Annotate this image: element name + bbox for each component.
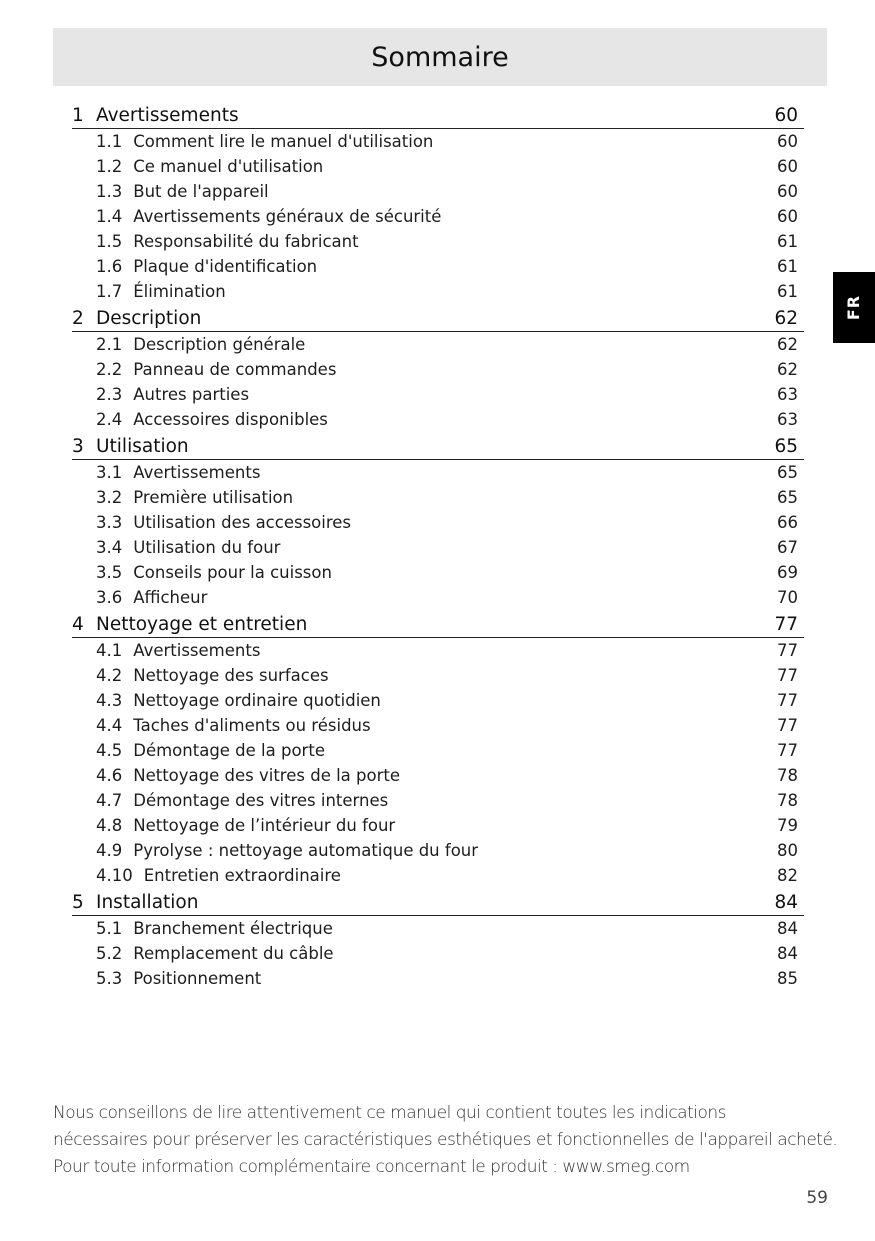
toc-section-row[interactable] xyxy=(72,585,804,610)
chapter-number: 2 xyxy=(72,308,84,329)
section-page: 61 xyxy=(777,232,798,251)
reading-note xyxy=(53,1100,843,1181)
section-title: Description générale xyxy=(133,335,306,354)
chapter-title: Avertissements xyxy=(96,105,239,126)
section-title: Panneau de commandes xyxy=(133,360,337,379)
section-title: Avertissements généraux de sécurité xyxy=(133,207,442,226)
section-number: 3.6 xyxy=(96,588,123,607)
section-number: 4.10 xyxy=(96,866,133,885)
section-title: Démontage des vitres internes xyxy=(133,791,389,810)
section-page: 63 xyxy=(777,385,798,404)
toc-section-row[interactable] xyxy=(72,407,804,432)
section-page: 60 xyxy=(777,182,798,201)
chapter-number: 3 xyxy=(72,436,84,457)
toc-section-row[interactable] xyxy=(72,510,804,535)
section-number: 3.4 xyxy=(96,538,123,557)
section-number: 3.5 xyxy=(96,563,123,582)
section-number: 4.2 xyxy=(96,666,123,685)
section-page: 79 xyxy=(777,816,798,835)
toc-section-row[interactable] xyxy=(72,279,804,304)
section-number: 4.1 xyxy=(96,641,123,660)
toc-section-row[interactable] xyxy=(72,966,804,991)
note-line: Pour toute information complémentaire concernant le produit : www.smeg.com xyxy=(53,1157,690,1177)
section-number: 1.4 xyxy=(96,207,123,226)
toc-section-row[interactable] xyxy=(72,179,804,204)
section-page: 65 xyxy=(777,488,798,507)
section-title: Afficheur xyxy=(133,588,208,607)
section-page: 78 xyxy=(777,766,798,785)
toc-chapter-row[interactable] xyxy=(72,610,804,638)
section-title: Élimination xyxy=(133,282,226,301)
toc-section-row[interactable] xyxy=(72,788,804,813)
chapter-page: 62 xyxy=(774,308,798,329)
section-page: 84 xyxy=(777,944,798,963)
section-page: 63 xyxy=(777,410,798,429)
toc-section-row[interactable] xyxy=(72,663,804,688)
chapter-number: 4 xyxy=(72,614,84,635)
section-title: Autres parties xyxy=(133,385,250,404)
toc-section-row[interactable] xyxy=(72,382,804,407)
section-title: Comment lire le manuel d'utilisation xyxy=(133,132,434,151)
toc-section-row[interactable] xyxy=(72,154,804,179)
section-title: Démontage de la porte xyxy=(133,741,325,760)
chapter-title: Nettoyage et entretien xyxy=(96,614,308,635)
note-line: nécessaires pour préserver les caractéristiques esthétiques et fonctionnelles de l'appareil acheté. xyxy=(53,1130,838,1150)
toc-section-row[interactable] xyxy=(72,254,804,279)
section-page: 77 xyxy=(777,716,798,735)
toc-section-row[interactable] xyxy=(72,916,804,941)
chapter-title: Installation xyxy=(96,892,199,913)
section-number: 4.4 xyxy=(96,716,123,735)
toc-section-row[interactable] xyxy=(72,229,804,254)
section-title: Entretien extraordinaire xyxy=(143,866,341,885)
chapter-page: 65 xyxy=(774,436,798,457)
toc-section-row[interactable] xyxy=(72,357,804,382)
toc-section-row[interactable] xyxy=(72,941,804,966)
section-page: 77 xyxy=(777,741,798,760)
section-title: Responsabilité du fabricant xyxy=(133,232,359,251)
section-title: Conseils pour la cuisson xyxy=(133,563,332,582)
section-page: 77 xyxy=(777,691,798,710)
section-page: 77 xyxy=(777,666,798,685)
chapter-title: Description xyxy=(96,308,202,329)
page-title: Sommaire xyxy=(371,41,509,73)
toc-chapter-row[interactable] xyxy=(72,432,804,460)
section-number: 1.6 xyxy=(96,257,123,276)
section-number: 2.1 xyxy=(96,335,123,354)
section-title: Ce manuel d'utilisation xyxy=(133,157,324,176)
table-of-contents xyxy=(72,101,804,991)
chapter-number: 1 xyxy=(72,105,84,126)
section-number: 4.6 xyxy=(96,766,123,785)
section-title: Nettoyage des surfaces xyxy=(133,666,329,685)
section-page: 60 xyxy=(777,132,798,151)
section-number: 5.3 xyxy=(96,969,123,988)
section-page: 65 xyxy=(777,463,798,482)
section-page: 84 xyxy=(777,919,798,938)
section-title: But de l'appareil xyxy=(133,182,269,201)
section-page: 69 xyxy=(777,563,798,582)
section-number: 5.2 xyxy=(96,944,123,963)
language-tab xyxy=(833,272,875,343)
section-number: 1.7 xyxy=(96,282,123,301)
section-number: 1.1 xyxy=(96,132,123,151)
section-title: Utilisation du four xyxy=(133,538,281,557)
section-number: 4.9 xyxy=(96,841,123,860)
section-number: 2.3 xyxy=(96,385,123,404)
section-number: 3.1 xyxy=(96,463,123,482)
chapter-number: 5 xyxy=(72,892,84,913)
toc-section-row[interactable] xyxy=(72,688,804,713)
toc-section-row[interactable] xyxy=(72,713,804,738)
section-page: 78 xyxy=(777,791,798,810)
toc-section-row[interactable] xyxy=(72,763,804,788)
section-number: 1.3 xyxy=(96,182,123,201)
toc-section-row[interactable] xyxy=(72,560,804,585)
chapter-page: 84 xyxy=(774,892,798,913)
toc-section-row[interactable] xyxy=(72,638,804,663)
toc-title-band xyxy=(53,28,827,86)
section-title: Avertissements xyxy=(133,641,261,660)
section-title: Positionnement xyxy=(133,969,262,988)
section-page: 61 xyxy=(777,282,798,301)
toc-section-row[interactable] xyxy=(72,813,804,838)
section-title: Nettoyage des vitres de la porte xyxy=(133,766,401,785)
section-page: 62 xyxy=(777,335,798,354)
section-page: 60 xyxy=(777,207,798,226)
toc-section-row[interactable] xyxy=(72,863,804,888)
section-number: 3.3 xyxy=(96,513,123,532)
chapter-title: Utilisation xyxy=(96,436,189,457)
toc-chapter-row[interactable] xyxy=(72,101,804,129)
section-page: 82 xyxy=(777,866,798,885)
section-page: 66 xyxy=(777,513,798,532)
toc-chapter-row[interactable] xyxy=(72,304,804,332)
section-title: Plaque d'identification xyxy=(133,257,318,276)
section-page: 77 xyxy=(777,641,798,660)
section-number: 4.8 xyxy=(96,816,123,835)
section-title: Première utilisation xyxy=(133,488,294,507)
section-title: Avertissements xyxy=(133,463,261,482)
section-page: 70 xyxy=(777,588,798,607)
toc-section-row[interactable] xyxy=(72,535,804,560)
section-number: 3.2 xyxy=(96,488,123,507)
section-page: 60 xyxy=(777,157,798,176)
section-number: 2.4 xyxy=(96,410,123,429)
section-number: 1.5 xyxy=(96,232,123,251)
toc-section-row[interactable] xyxy=(72,485,804,510)
section-title: Branchement électrique xyxy=(133,919,333,938)
section-number: 4.3 xyxy=(96,691,123,710)
section-title: Pyrolyse : nettoyage automatique du four xyxy=(133,841,479,860)
section-number: 5.1 xyxy=(96,919,123,938)
section-number: 1.2 xyxy=(96,157,123,176)
toc-section-row[interactable] xyxy=(72,460,804,485)
section-number: 4.7 xyxy=(96,791,123,810)
section-title: Remplacement du câble xyxy=(133,944,334,963)
page-number: 59 xyxy=(806,1188,828,1208)
section-page: 62 xyxy=(777,360,798,379)
toc-section-row[interactable] xyxy=(72,738,804,763)
section-title: Nettoyage de l’intérieur du four xyxy=(133,816,396,835)
section-page: 67 xyxy=(777,538,798,557)
toc-section-row[interactable] xyxy=(72,332,804,357)
section-title: Taches d'aliments ou résidus xyxy=(133,716,371,735)
toc-chapter-row[interactable] xyxy=(72,888,804,916)
note-line: Nous conseillons de lire attentivement ce manuel qui contient toutes les indications xyxy=(53,1103,727,1123)
toc-section-row[interactable] xyxy=(72,129,804,154)
section-title: Nettoyage ordinaire quotidien xyxy=(133,691,381,710)
section-number: 4.5 xyxy=(96,741,123,760)
toc-section-row[interactable] xyxy=(72,838,804,863)
section-page: 85 xyxy=(777,969,798,988)
section-page: 61 xyxy=(777,257,798,276)
chapter-page: 77 xyxy=(774,614,798,635)
section-number: 2.2 xyxy=(96,360,123,379)
section-title: Accessoires disponibles xyxy=(133,410,328,429)
section-page: 80 xyxy=(777,841,798,860)
language-tab-label: FR xyxy=(844,294,864,321)
toc-section-row[interactable] xyxy=(72,204,804,229)
chapter-page: 60 xyxy=(774,105,798,126)
section-title: Utilisation des accessoires xyxy=(133,513,352,532)
